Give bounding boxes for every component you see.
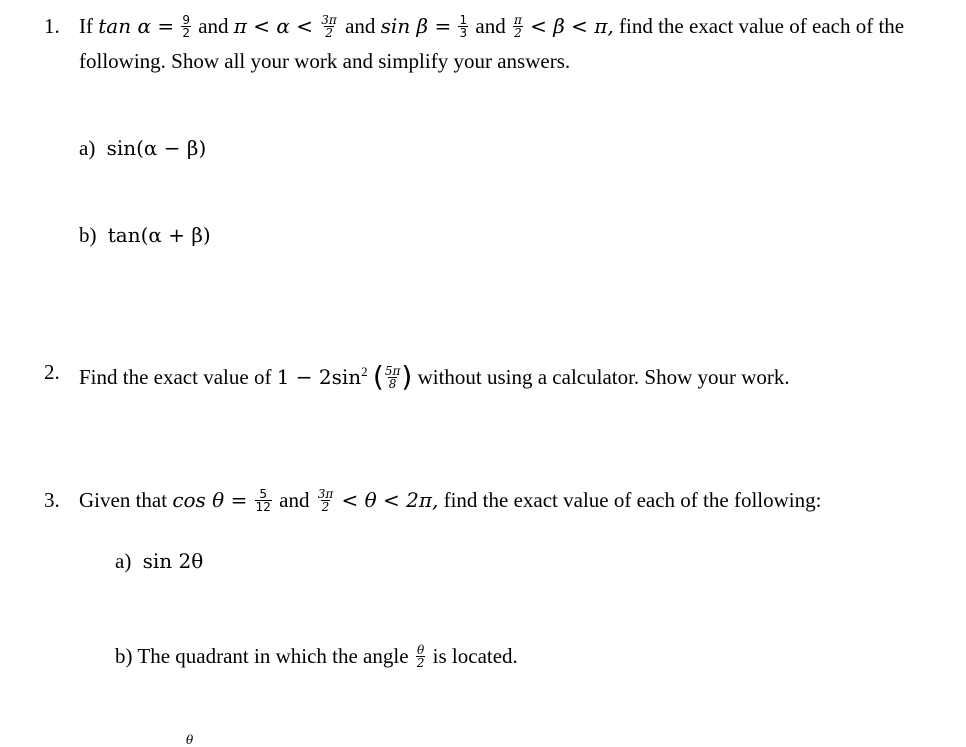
q1-frac4-num: π xyxy=(513,12,522,27)
q3-frac-5-12 xyxy=(255,488,272,513)
q2-lead: Find the exact value of xyxy=(79,365,272,389)
q1-part-b xyxy=(79,223,211,247)
q1-tail: find the exact value of each of the xyxy=(619,14,905,38)
q3-tail: find the exact value of each of the following: xyxy=(443,488,822,512)
q1-part-a-expr: sin(α − β) xyxy=(106,136,207,160)
q1-sin-beta: sin β = xyxy=(380,14,452,38)
q1-frac-3pi-2 xyxy=(320,14,338,39)
cut-off-theta: θ xyxy=(186,733,194,747)
q2-open-paren: ( xyxy=(372,360,384,393)
q1-and2: and xyxy=(345,14,376,38)
q3-frac-theta-2 xyxy=(416,644,426,669)
q2-frac-den: 8 xyxy=(388,376,397,391)
q1-frac3-num: 1 xyxy=(459,12,468,27)
q3-part-b xyxy=(115,644,518,671)
q3-frac-3pi-2 xyxy=(317,488,335,513)
q2-frac-num: 5π xyxy=(384,363,401,378)
q1-and1: and xyxy=(198,14,229,38)
q1-frac4-den: 2 xyxy=(514,25,522,40)
q1-number: 1. xyxy=(44,14,60,38)
q3-frac2-num: 3π xyxy=(317,486,334,501)
q3-lead: Given that xyxy=(79,488,168,512)
q2-number: 2. xyxy=(44,360,60,384)
q1-frac-pi-2 xyxy=(513,14,523,39)
q3-and1: and xyxy=(279,488,310,512)
q2-close-paren: ) xyxy=(401,360,413,393)
q3-line xyxy=(79,488,821,515)
q1-part-a-label: a) xyxy=(79,136,96,160)
q3-part-b-label: b) xyxy=(115,644,133,668)
q1-frac2-den: 2 xyxy=(325,25,333,40)
q1-line1 xyxy=(79,14,904,41)
q3-part-a-label: a) xyxy=(115,549,132,573)
q1-frac1-num: 9 xyxy=(182,12,190,27)
q2-tail: without using a calculator. Show your work. xyxy=(417,365,790,389)
q1-frac-1-3 xyxy=(458,14,468,39)
q3-part-b-frac-num: θ xyxy=(416,642,425,657)
q1-if: If xyxy=(79,14,93,38)
q3-part-a xyxy=(115,549,203,573)
q1-line2: following. Show all your work and simplify your answers. xyxy=(79,49,571,73)
q3-frac2-den: 2 xyxy=(321,499,330,514)
q2-exponent: 2 xyxy=(361,364,368,379)
q1-part-b-label: b) xyxy=(79,223,97,247)
q1-frac3-den: 3 xyxy=(459,25,468,40)
q3-part-b-tail: is located. xyxy=(432,644,518,668)
q1-frac-9-2 xyxy=(181,14,191,39)
q1-frac1-den: 2 xyxy=(182,25,190,40)
q2-expr: 1 − 2sin xyxy=(276,365,362,389)
q1-ineq1: π < α < xyxy=(233,14,314,38)
q3-part-a-expr: sin 2θ xyxy=(142,549,204,573)
q2-frac-5pi-8 xyxy=(384,365,402,390)
q1-frac2-num: 3π xyxy=(321,12,337,27)
q1-ineq2: < β < π, xyxy=(530,14,614,38)
q3-number: 3. xyxy=(44,488,60,512)
q1-tan-alpha: tan α = xyxy=(98,14,175,38)
q1-and3: and xyxy=(475,14,506,38)
q1-part-b-expr: tan(α + β) xyxy=(107,223,211,247)
q2-line xyxy=(79,360,790,392)
q3-frac1-den: 12 xyxy=(255,499,271,514)
q3-frac1-num: 5 xyxy=(259,486,268,501)
q1-part-a xyxy=(79,136,206,160)
q3-cos-theta: cos θ = xyxy=(172,488,248,512)
q3-part-b-text: The quadrant in which the angle xyxy=(137,644,409,668)
q3-part-b-frac-den: 2 xyxy=(416,655,425,670)
q3-ineq: < θ < 2π, xyxy=(341,488,439,512)
